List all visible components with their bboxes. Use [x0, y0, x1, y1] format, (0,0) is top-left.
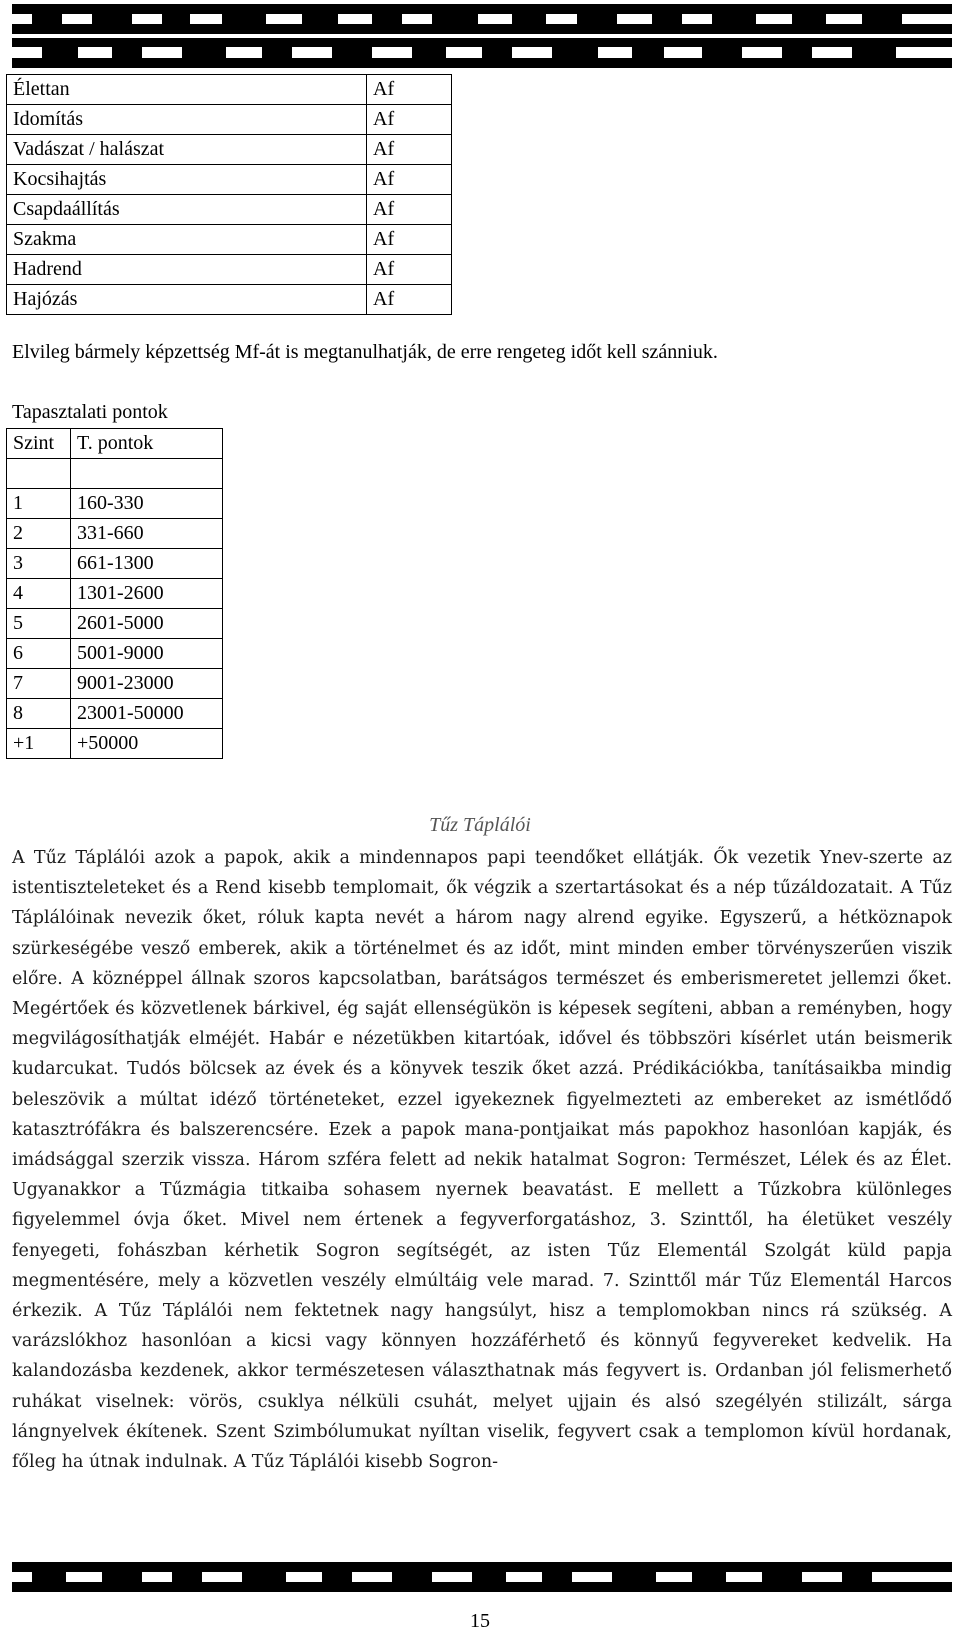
- xp-table-row: [7, 489, 223, 519]
- xp-points-cell: 5001-9000: [71, 639, 223, 669]
- xp-level-cell: 8: [7, 699, 71, 729]
- xp-table: [6, 428, 223, 759]
- section-title: Tűz Táplálói: [429, 814, 531, 836]
- skill-name-cell: Szakma: [7, 225, 367, 255]
- xp-header-points: T. pontok: [71, 429, 223, 459]
- xp-points-cell: 160-330: [71, 489, 223, 519]
- xp-level-cell: 3: [7, 549, 71, 579]
- xp-table-row: [7, 549, 223, 579]
- xp-header-level: Szint: [7, 429, 71, 459]
- page-number: 15: [470, 1610, 490, 1632]
- xp-points-cell: 23001-50000: [71, 699, 223, 729]
- xp-points-cell: [71, 459, 223, 489]
- xp-table-body: [7, 459, 223, 759]
- xp-table-header-row: [7, 429, 223, 459]
- xp-table-row: [7, 459, 223, 489]
- skill-level-cell: Af: [367, 75, 452, 105]
- xp-table-row: [7, 639, 223, 669]
- xp-table-caption: Tapasztalati pontok: [12, 401, 168, 423]
- section-body-text: A Tűz Táplálói azok a papok, akik a mindennapos papi teendőket ellátják. Ők vezetik Ynev-szerte az istentiszteleteket és a Rend kisebb templomait, ők végzik a szertartásokat és a nép tűzáldozatait. A Tűz Táplálóinak nevezik őket, róluk kapta nevét a három nagy alrend egyike. Egyszerű, a hétköznapok szürkeségébe vesző emberek, akik a történelmet és az időt, mint minden ember törvényszerűen viszik előre. A köznéppel állnak szoros kapcsolatban, barátságos természet és emberismeretet jellemzi őket. Megértőek és közvetlenek bárkivel, ég saját ellenségükön is képesek segíteni, abban a reményben, hogy megvilágosíthatják elméjét. Habár e nézetükben kitartóak, idővel és többszöri kísérlet után beismerik kudarcukat. Tudós bölcsek az évek és a könyvek teszik őket azzá. Prédikációkba, tanításaikba mindig beleszövik a múltat idéző történeteket, ezzel igyekeznek figyelmezteti az embereket az ismétlődő katasztrófákra és balszerencsére. Ezek a papok mana-pontjaikat más papokhoz hasonlóan kapják, és imádsággal szerzik vissza. Három szféra felett ad nekik hatalmat Sogron: Természet, Lélek és az Élet. Ugyanakkor a Tűzmágia titkaiba sohasem nyernek beavatást. E mellett a Tűzkobra különleges figyelemmel óvja őket. Mivel nem értenek a fegyverforgatáshoz, 3. Szinttől, ha életüket veszély fenyegeti, fohászban kérhetik Sogron segítségét, az isten Tűz Elementál Szolgát küld papja megmentésére, mely a közvetlen veszély elmúltáig vele marad. 7. Szinttől már Tűz Elementál Harcos érkezik. A Tűz Táplálói nem fektetnek nagy hangsúlyt, hisz a templomokban nincs rá szükség. A varázslókhoz hasonlóan a kicsi vagy könnyen hozzáférhető és könnyű fegyvereket kedvelik. Ha kalandozásba kezdenek, akkor természetesen választhatnak más fegyvert is. Ordanban jól felismerhető ruhákat viselnek: vörös, csuklya nélküli csuhát, melyet ujjain és alsó szegélyén stilizált, sárga lángnyelvek ékítenek. Szent Szimbólumukat nyíltan viselik, fegyvert csak a templomon kívül hordanak, főleg ha útnak indulnak. A Tűz Táplálói kisebb Sogron-: [12, 848, 952, 1473]
- skill-name-cell: Idomítás: [7, 105, 367, 135]
- xp-table-row: [7, 609, 223, 639]
- xp-level-cell: 7: [7, 669, 71, 699]
- xp-level-cell: [7, 459, 71, 489]
- xp-table-row: [7, 669, 223, 699]
- skills-table-body: [7, 75, 452, 315]
- skills-table-row: [7, 195, 452, 225]
- skill-level-cell: Af: [367, 195, 452, 225]
- skills-table-row: [7, 135, 452, 165]
- decorative-border-top-second: [12, 38, 952, 68]
- skill-level-cell: Af: [367, 165, 452, 195]
- skill-name-cell: Hajózás: [7, 285, 367, 315]
- skill-level-cell: Af: [367, 225, 452, 255]
- xp-level-cell: 5: [7, 609, 71, 639]
- xp-table-row: [7, 519, 223, 549]
- decorative-border-bottom: [12, 1562, 952, 1592]
- xp-level-cell: 2: [7, 519, 71, 549]
- skill-level-cell: Af: [367, 105, 452, 135]
- skill-level-cell: Af: [367, 255, 452, 285]
- skills-table: [6, 74, 452, 315]
- skill-name-cell: Élettan: [7, 75, 367, 105]
- xp-level-cell: +1: [7, 729, 71, 759]
- skill-name-cell: Hadrend: [7, 255, 367, 285]
- xp-points-cell: 9001-23000: [71, 669, 223, 699]
- skill-name-cell: Kocsihajtás: [7, 165, 367, 195]
- skill-level-cell: Af: [367, 135, 452, 165]
- xp-points-cell: 331-660: [71, 519, 223, 549]
- skills-table-row: [7, 165, 452, 195]
- skill-name-cell: Vadászat / halászat: [7, 135, 367, 165]
- skills-table-row: [7, 225, 452, 255]
- xp-level-cell: 4: [7, 579, 71, 609]
- skills-table-row: [7, 255, 452, 285]
- skills-table-row: [7, 285, 452, 315]
- xp-points-cell: +50000: [71, 729, 223, 759]
- skills-note: Elvileg bármely képzettség Mf-át is megtanulhatják, de erre rengeteg időt kell szánniuk.: [12, 341, 718, 363]
- xp-table-row: [7, 579, 223, 609]
- skills-table-row: [7, 75, 452, 105]
- xp-table-row: [7, 699, 223, 729]
- skill-name-cell: Csapdaállítás: [7, 195, 367, 225]
- xp-level-cell: 6: [7, 639, 71, 669]
- skill-level-cell: Af: [367, 285, 452, 315]
- xp-table-row: [7, 729, 223, 759]
- xp-points-cell: 661-1300: [71, 549, 223, 579]
- xp-points-cell: 1301-2600: [71, 579, 223, 609]
- skills-table-row: [7, 105, 452, 135]
- xp-points-cell: 2601-5000: [71, 609, 223, 639]
- xp-level-cell: 1: [7, 489, 71, 519]
- decorative-border-top: [12, 4, 952, 34]
